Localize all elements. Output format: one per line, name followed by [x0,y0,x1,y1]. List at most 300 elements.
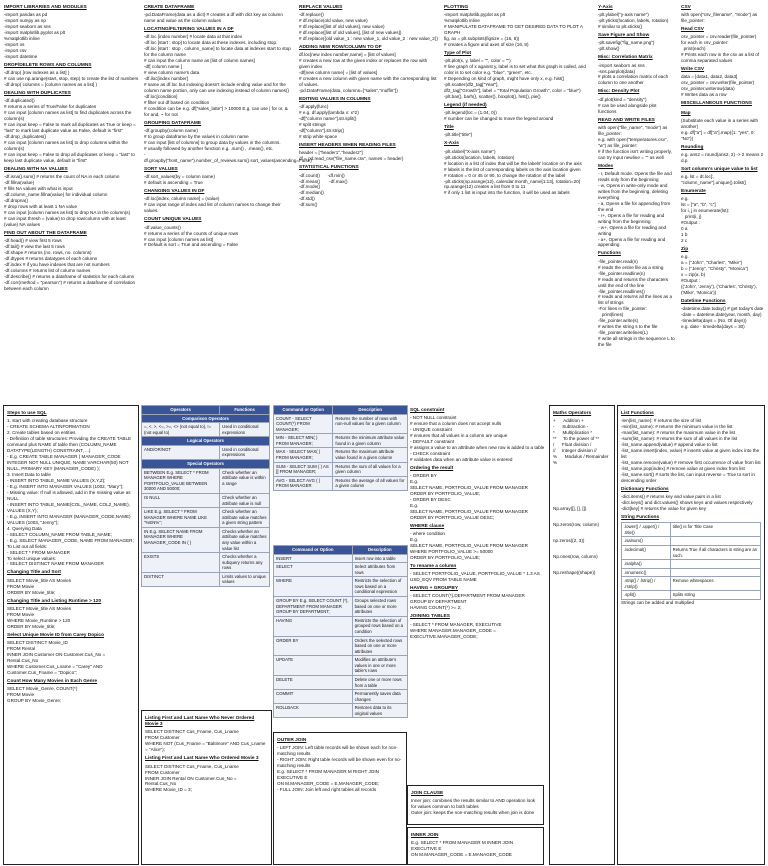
text-line: FROM Movie [7,611,35,617]
text-line: # if only 1 list is input into the function, it will be used as labels [444,190,570,196]
text-line: - r, Default mode. Opens the file and reads only from the beginning [598,170,674,182]
text-line: HAVING COUNT(*) >= 2; [410,605,462,611]
sql-commands-table [273,545,408,718]
text-line: -date = datetime.date(year, month, day) [681,312,762,318]
text-line: -datetime.date.today() # get today's date [681,306,764,312]
text-line: e.g. [681,254,689,260]
table-cell: Splits string [670,591,760,600]
text-line: # same as df.loc but indexing doesn't include ending value and for the column name portion, only can use indexing instead of column names() [144,82,290,94]
text-line: -df.column_name.fillna(value) for individual column [4,192,108,198]
text-line: -plt.bar(), barh(), scatter(), boxplot(), hist(), pie() [444,94,541,100]
text-line: FROM Movie [7,691,35,697]
text-line: # condition can be e.g. df["sales_latte"] > 10000 E.g. can use | for or, & for and, ~ for not [144,106,290,117]
text-line: # number can be changed to move the legend around [444,116,554,122]
text-line: -file_pointer.writelines(L) [598,330,648,336]
text-line: -df.sort_values(by = column name) [144,174,215,180]
table-cell: AVG - SELECT AVG ( ) FROM MANAGER [274,476,333,490]
text-line: %matplotlib inline [4,36,40,42]
text-line: E.g. [410,537,419,543]
section-heading: Zip [681,247,689,253]
sql-steps-title: Steps to use SQL [7,411,47,416]
text-line: - DEFAULT constraint [410,439,455,445]
text-line: e.g. [681,196,689,202]
text-line: # reads and returns all the lines as a list of strings [598,294,674,306]
text-line: # returns a series of the counts of unique rows [144,230,239,236]
text-line: - Missing value: If null is allowed, add in the missing value as NULL [7,489,132,501]
section-heading: String Functions [621,515,660,521]
text-line: # df.replace(old value, new value) [299,18,368,24]
text-line: -df.replace() [299,12,324,18]
text-line: -df.plot(kind = "density") [598,96,647,102]
text-line: - w, Opens in write-only mode and writes from the beginning, deleting everything [598,182,670,200]
text-line: - SELECT * FROM MANAGER, EXECUTIVE [410,621,502,627]
table-cell: .split() [622,591,671,600]
section-label: Comparison Operators [142,414,270,423]
text-line: -max(list_name): # returns the maximum value in the list [621,430,736,436]
text-line: -min(list_name): # returns the minimum value in the list [621,424,733,430]
table-row [622,568,761,577]
text-line: -df.apply(func) [299,104,329,110]
section-heading: DEALING WITH NA VALUES [4,167,68,173]
text-line: -import seaborn as sns [598,62,645,68]
text-line: # can input [list of columns] to group data by values in the columns. [144,140,281,146]
section-heading: Datetime Functions [681,299,726,305]
text-line: - SELECT DISTINCT NAME FROM MANAGER [7,561,104,567]
section-heading: To rename a column [410,564,457,570]
text-line: Strings can be added and multiplied [621,600,695,606]
text-line: Np.ones(row, column) [553,553,598,559]
text-line: # df.replace([list of old values], new value) [299,24,385,30]
section-label: Special Operators [142,460,270,469]
text-line: print(each) [681,46,706,52]
table-row [622,523,761,537]
text-line: -dict.keys() and dict.values() shows keys and values respectively [621,500,753,506]
section-heading: DROP/DELETE ROWS AND COLUMNS [4,62,92,68]
text-line: FROM Customer [145,735,180,741]
section-heading: Changing Title and Sort [7,570,62,576]
table-cell: Used in conditional expressions [220,445,270,459]
section-heading: Select Unique Movie ID from Carey Dopico [7,632,105,638]
text-line: # can input the column name as [list of column names] [144,58,255,64]
section-heading: JOIN CLAUSE [411,791,444,796]
table-row [622,546,761,560]
text-line: - CHECK constraint [410,451,451,457]
table-cell: ORDER BY [274,636,353,656]
text-line: - LEFT JOIN: Left table records will be shown each for non-matching results [277,745,398,757]
section-heading: SQL constraint [410,408,445,413]
text-line: * Multiplication * [553,430,593,436]
section-heading: OUTER JOIN [277,738,307,743]
text-line: # can input thresh = (value) to drop row/column with at least (value) NA values [4,216,127,227]
text-line: # assigns a value to an attribute when new row is added to a table [410,445,545,451]
text-line: -file_pointer.write(s) [598,318,639,324]
section-heading: CHANGING VALUES IN DF [144,189,205,195]
table-row [274,690,408,704]
text-line: INNER JOIN Customer ON Customer.Cus_No = Rental.Cus_No [7,651,107,663]
text-line: # default is ascending = True [144,180,203,186]
table-header: Command or Option [274,406,333,415]
table-row [622,537,761,546]
section-heading: Misc: Density Plot [598,89,640,95]
text-line: np.arange(12) creates a list from 0 to 11 [444,184,526,190]
text-line: WHERE Movie_Runtime > 120 [7,617,71,623]
text-line: -import os [4,42,25,48]
table-row [274,675,408,689]
table-row [274,434,408,448]
col-3 [299,2,439,402]
text-line: # can be used alongside plot functions [598,102,658,114]
text-line: df.loc[new index number,name] = [list of values] [299,52,396,58]
section-heading: Changing Title and Listing Runtime > 120 [7,598,102,604]
section-heading: Save Figure and Show [598,33,650,39]
table-cell: Returns the average of all values for a given column [333,476,408,490]
text-line: -df[ column name ] [144,64,183,70]
section-heading: REPLACE VALUES [299,5,343,10]
text-line: -plt.xticks(location, labels, rotation) [444,154,515,160]
text-line: SELECT Movie_Genre, COUNT(*) [7,685,78,691]
text-line: -df.dropna() [4,198,29,204]
table-cell: Used in conditional expressions [220,423,270,437]
text-line: e.g. with open("temperatures.csv", "w") as file_pointer: [598,136,670,148]
text-line: -import pandas as pd [4,12,48,18]
table-cell: Permanently saves data changes [352,690,407,704]
operators-table [141,405,270,587]
table-cell: SELECT [274,563,353,577]
text-line: - where condition [410,531,445,537]
table-cell: .isalnum() [622,537,671,546]
text-line: SELECT Movie_title AS Movies [7,605,71,611]
text-line: # plots a correlation matrix of each column to one another [598,74,670,86]
text-line: WHERE Movie_ID = 3; [145,787,192,793]
table-cell: Returns the number of rows with non-null values for a given column [333,414,408,434]
text-line: E.g. [410,503,419,509]
text-line: SELECT NAME, PORTFOLIO_VALUE FROM MANAGER [410,543,528,549]
section-heading: Ordering the result [410,465,454,471]
text-line: -import matplotlib.pyplot as plt [444,12,506,18]
col-1 [4,2,139,402]
table-row [622,591,761,600]
text-line: -df["column name"].str.split() [299,116,357,122]
text-line: # location is a list of index that will be the labels' location on the axis [444,160,582,166]
text-line: - ORDER BY [410,473,437,479]
table-cell: WHERE [274,577,353,597]
text-line: SELECT DISTINCT Movie_ID [7,639,68,645]
text-line: Np.reshape((shape)) [553,569,596,575]
table-header: Description [352,546,407,555]
table-cell: EXISTS [142,553,220,573]
table-cell: Groups selected rows based on one or more attributes [352,597,407,617]
text-line: # can input [column names as list] to drop columns within the column(s) [4,140,130,152]
section-heading: WHERE clause [410,523,445,529]
section-heading: Count How Many Movies in Each Genre [7,678,98,684]
text-line: # df.replace({old value_1 : new value_1, old value_2 : new value_2}) [299,36,438,42]
section-heading: X-Axis [444,141,459,147]
text-line: lst = ["a", "b", "c"] [681,202,716,208]
text-line: 4. Querying Data [7,525,42,531]
text-line: -import matplotlib.pyplot as plt [4,30,66,36]
text-line: ORDER BY PORTFOLIO_VALUE; [410,491,481,497]
maths-heading: Maths Operators [553,411,592,416]
text-line: -df.duplicated() [4,98,35,104]
text-line: # can input keep = False to drop all duplicates or keep = "last" to keep last duplicate value, default is "first" [4,152,137,164]
text-line: # Default is sort = True and ascending = False [144,242,238,248]
table-row [274,656,408,676]
text-line: -df.loc [start : stop , column_name] to locate data at indexes start to stop for the column name [144,46,293,58]
text-line: -df.value_counts() [144,224,181,230]
table-cell: Check whether an attribute value matches a given string pattern [220,508,270,528]
text-line: -df.isna().sum() # returns the count of NA in each column [4,174,120,180]
table-cell: ROLLBACK [274,704,353,718]
text-line: -df.iloc[index number] [144,76,188,82]
text-line: # usually followed by another function e.g. .sum() , .mean(), etc. [144,146,274,152]
section-heading: PLOTTING [444,5,469,10]
section-heading: Title [444,125,454,131]
text-line: - FULL JOIN: Join left and right tables all records [277,787,377,793]
text-line: # rotation = 0 or 45 or 90, to change the rotation of the label [444,172,566,178]
text-line: E.g. [410,479,419,485]
table-cell: .strip() / .lstrip() / .rstrip() [622,577,671,591]
table-cell: Check whether an attribute value is null [220,493,270,507]
text-line: INNER JOIN Rental ON Customer.Cus_No = Rental.Cus_No [145,775,238,787]
text-line: # can input [column names as list] to find duplicates across the column(s) [4,110,133,122]
text-line: # writes the string s to the file [598,324,658,330]
text-line: - UNIQUE constraint [410,427,452,433]
text-line: # creates a new column with given name with the corresponding list of values. [299,76,438,88]
text-line: # MANIPULATE DATAFRAME TO GET DESIRED DATA TO PLOT A GRAPH [444,24,584,36]
table-cell: HAVING [274,616,353,636]
table-cell: Restricts the selection of grouped rows based on a condition [352,616,407,636]
text-line: -plt.legend(loc = (1.04, 0)) [444,110,497,116]
table-row [274,636,408,656]
text-line: -plt.ylabel("y-axis name") [598,12,649,18]
table-cell: Returns the maximum attribute value found in a given column [333,448,408,462]
text-line: e.g. ans2 = round(ans2, 2) -> 2 means 2 d.p [681,151,765,163]
text-line: Np.array([], [], []) [553,505,587,511]
section-heading: Enumerate [681,189,706,195]
table-cell: DISTINCT [142,572,220,586]
text-line: # write all strings in the sequence L to the file [598,336,676,348]
text-line: FROM Customer [145,769,180,775]
text-line: # ensures that all values in a column are unique [410,433,508,439]
text-line: 1 b [681,232,688,238]
text-line: e.g. date - timedelta(days = 30) [681,324,745,330]
text-line: -df.describe() # returns a dataframe of statistics for each column [4,274,135,280]
table-cell: IS NULL [142,493,220,507]
table-cell: Restores data to its original values [352,704,407,718]
table-cell: .isalpha() [622,560,671,569]
text-line: # line graph of x against y, label is to set what this graph is called, and color is to set color e.g. "blue", "green", etc. [444,64,588,76]
text-line: -df.index # if you have indexes that are not numbers [4,262,110,268]
text-line: # can input keep = False to mark all duplicates as True or keep = "last" to mark last duplicate value as False, default is "first" [4,122,138,134]
text-line: / Float division / [553,442,592,448]
text-line: header = ["header1","header2"] [299,150,363,156]
text-line: # labels is the list of corresponding labels on the axis location given [444,166,581,172]
text-line: SELECT NAME, PORTFOLIO_VALUE FROM MANAGER [410,509,528,515]
sql-steps-box [3,405,139,865]
text-line: df = pd.read_csv("file_name.csv", names = header) [299,156,404,162]
text-line: - SELECT PORTFOLIO_VALUE, PORTFOLIO_VALUE * 1.3 AS USD_EQV FROM TABLE NAME [410,571,542,583]
text-line: - NOT NULL constraint [410,415,457,421]
text-line: -plt.show() [598,46,620,52]
text-line: -file_pointer.readlines() [598,288,645,294]
spacer [553,466,611,506]
text-line: e.g. lst = dt.loc[:, "column_name"].unique().tolist() [681,174,747,186]
text-line: - INSERT INTO TABLE_NAME VALUES (X,Y,Z); [7,477,106,483]
section-heading: INNER JOIN [411,833,439,838]
text-line: WHERE PORTFOLIO_VALUE >= 50000 [410,549,493,555]
text-line: # creates a figure and axes of size (16, 8) [444,42,529,48]
text-line: # to group dataframe by the values in column name [144,134,249,140]
section-row [142,414,270,423]
text-line: WHERE MANAGER.MANAGER_CODE = EXECUTIVE.MANAGER_CODE; [410,627,498,639]
text-line: # reads the entire file as a string [598,264,664,270]
text-line: # ensure that a column does not accept nulls [410,421,502,427]
table-cell: Checks whether an attribute value matches any value within a value list [220,527,270,552]
table-row [274,414,408,434]
table-cell: Returns the minimum attribute value found in a given column [333,434,408,448]
text-line: (Substitute each value in a series with another) [681,117,760,129]
table-cell: Orders the selected rows based on one or more attributes [352,636,407,656]
text-line: -df["column"].str.strip() [299,128,345,134]
text-line: print(lines) [598,312,624,318]
text-line: # can use np.arange(start, stop, step) to create the list of numbers [4,76,139,82]
section-heading: ADDING NEW ROW/COLUMN TO DF [299,45,382,51]
text-line: + Addition + [553,418,584,424]
text-line: WHERE NOT (Cus_Fname = "Baltimore" AND Cus_Lname = "Alice"); [145,741,267,753]
text-line: - Definition of table structures: Providing the CREATE TABLE command plus NAME of table then (COLUMN_NAME DATATYPE(LENGTH) CONSTRAINT, ...) [7,436,133,454]
table-cell: Returns True if all characters in string are as such. [670,546,760,560]
text-line: - INSERT INTO TABLE_NAME(COL_NAME, COL2_NAME), VALUES (X,Y); [7,501,132,513]
text-line: -df.mode() [299,184,321,190]
table-cell: Returns the sum of all values for a given column [333,462,408,476]
text-line: #Output : [681,220,700,226]
text-line: # if the function isn't writing properly, can try input newline = "" as well [598,148,674,160]
text-line: -pd.DataFrame(data as a dict) # creates a df with dict key as column name and value as the column values [144,12,285,24]
table-row [274,577,408,597]
section-heading: List Functions [621,411,654,416]
text-line: -df.std() [299,196,315,202]
text-line: - CREATE SCHEMA ALTINFORMATION [7,424,90,430]
join-clause-box [407,785,544,825]
text-line: (('John', 'Jenny'), ('Charles', 'Christy'), ('Mike', 'Monica')) [681,284,759,296]
text-line: for i, j in enumerate(lst): [681,208,730,214]
text-line: -df.loc[index, column name] = (value) [144,196,220,202]
text-line: -import csv [4,48,27,54]
table-row [274,563,408,577]
table-cell: Limits values to unique values [220,572,270,586]
text-line: -timedelta(days = (No. Of days)) [681,318,747,324]
section-heading: Functions [598,251,621,257]
table-row [142,508,270,528]
text-line: - RIGHT JOIN: Right table records will be shown even for no-matching results [277,757,402,769]
table-header-row [274,546,408,555]
section-heading: CSV [681,5,691,10]
text-line: -df.count() -df.min() [299,172,345,178]
section-heading: Y-Axis [598,5,613,10]
text-line: -plt.scatter(df2_tag["Year"], [444,82,499,88]
text-line: # fills NA values with what is input [4,186,73,192]
text-line: -df.head() # view first 5 rows [4,238,62,244]
text-line: -df.corr(method = "pearson") # returns a dataframe of correlation between each column [4,279,137,291]
section-heading: SORT VALUES [144,167,178,173]
text-line: -sum(list_name): # returns the sum of all values in the list [621,436,738,442]
text-line: Np.zeros(row, column) [553,521,599,527]
text-line: - r+, Opens a file for reading and writing from the beginning [598,212,666,224]
text-line: -df.groupby(column name) [144,128,198,134]
text-line: # validates data when an attribute value is entered [410,457,513,463]
operators-table-wrap [141,405,270,705]
section-heading: Rounding [681,144,704,150]
text-line: %matplotlib inline [444,18,480,24]
section-heading: MISCELLANEOUS FUNCTIONS [681,101,752,107]
col-6 [681,2,765,402]
text-line: // Integer division // [553,448,597,454]
text-line: for each in csv_pointer: [681,40,729,46]
text-line: ORDER BY PORTFOLIO_VALUE DESC; [410,515,495,520]
text-line: -df.groupby("host_name").number_of_reviews.sum().sort_values(ascending=False) [144,152,312,164]
text-line: # drop rows with at least 1 NA value [4,204,78,210]
text-line: Outer join: keeps the non-matching results when join is done [411,810,535,816]
aggregate-functions-table [273,405,408,491]
section-row [142,437,270,446]
text-line: x = zip(a, b) [681,272,706,278]
table-header: Description [333,406,408,415]
text-line: -df.shape # returns (no. rows, no. columns) [4,250,92,256]
table-row [142,493,270,507]
text-line: ORDER BY PORTFOLIO_VALUE; [410,555,481,561]
text-line: -file_pointer.read(n) [598,258,638,264]
table-cell [670,568,760,577]
text-line: # view column name's data [144,70,200,76]
text-line: -plt.savefig("fig_name.png") [598,40,655,46]
table-row [142,468,270,493]
text-line: - ORDER BY DESC [410,497,451,503]
section-heading: READ AND WRITE FILES [598,117,655,123]
text-line: E.g. SELECT * FROM MANAGER M INNER JOIN EXECUTIVE E [411,840,515,852]
text-line: # can input [column names as list] [144,236,214,242]
section-heading: DEALING WITH DUPLICATES [4,91,71,97]
text-line: -list_name.append(value) # append value to list [621,442,718,448]
table-cell: Restricts the selection of rows based on a conditional expression [352,577,407,597]
text-line: b = ("Jenny", "Christy", "Monica") [681,266,749,272]
table-cell: Insert row into a table [352,554,407,563]
list-functions-box [617,405,765,865]
section-heading: Legend (if needed) [444,103,487,109]
table-row [142,423,270,437]
table-cell [670,537,760,546]
text-line: # Writes data as a row [681,92,727,98]
text-line: % Modulus / Remainder % [553,454,610,466]
text-line: # similar to plt.xticks() [598,24,643,30]
table-cell: .isnumeric() [622,568,671,577]
movie-queries-box [141,710,272,865]
table-header: Functions [220,406,270,415]
text-line: 1. start with creating database structure [7,418,88,424]
text-line: # filter out df based on condition [144,100,210,106]
text-line: -dict[key] # returns the value for given key [621,506,707,512]
table-cell: Remove whitespaces [670,577,760,591]
section-heading: LOCATING/FILTERING VALUES IN A DF [144,27,234,33]
section-heading: Sort column's unique value to list [681,166,758,172]
table-header: Command or Option [274,546,353,555]
text-line: - Subtraction - [553,424,589,430]
text-line: -df.drop_duplicates() [4,134,47,140]
text-line: csv_pointer.writerow(data) [681,86,735,92]
text-line: -plt.title("title") [444,132,473,138]
text-line: - SELECT COLUMN_NAME FROM TABLE_NAME; [7,531,112,537]
table-cell: Select attributes from rows [352,563,407,577]
table-cell: Check whether an attribute value is within a range [220,468,270,493]
